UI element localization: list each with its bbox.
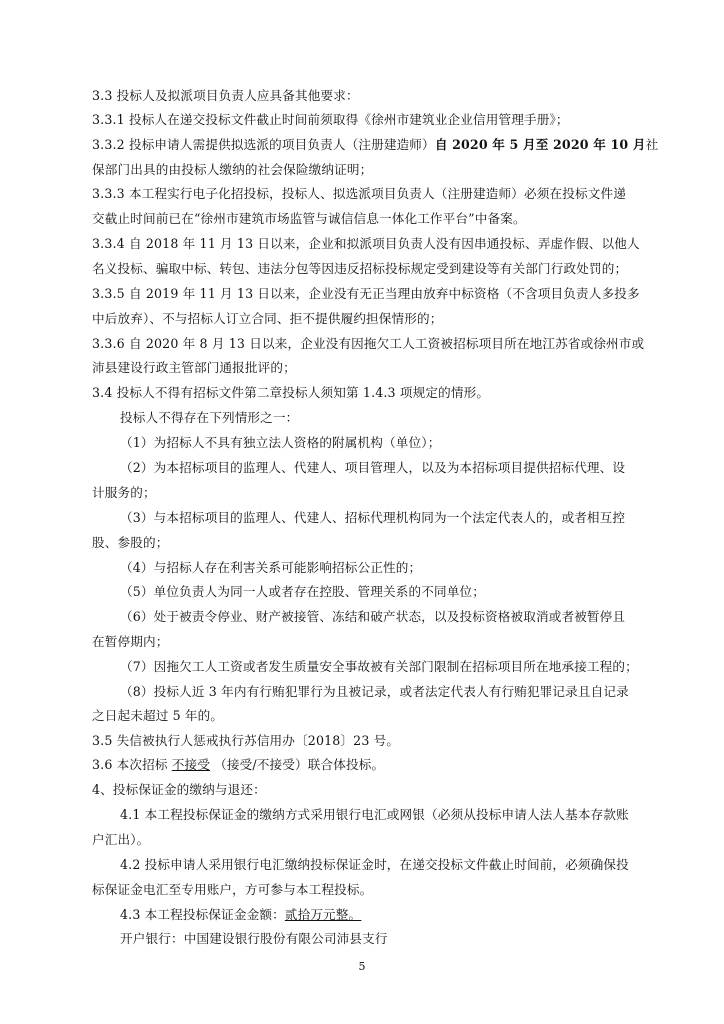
exclusion-2-line2: 计服务的； <box>92 485 156 500</box>
exclusion-8-line1: （8）投标人近 3 年内有行贿犯罪行为且被记录，或者法定代表人有行贿犯罪记录且自记录 <box>120 684 629 699</box>
clause-4-2-line1: 4.2 投标申请人采用银行电汇缴纳投标保证金时，在递交投标文件截止时间前，必须确保投 <box>120 857 629 872</box>
exclusion-3-line2: 股、参股的； <box>92 535 169 550</box>
exclusion-8-line2: 之日起未超过 5 年的。 <box>92 708 224 723</box>
clause-3-3-3-line1: 3.3.3 本工程实行电子化招投标，投标人、拟选派项目负责人（注册建造师）必须在投标文件递 <box>92 186 626 201</box>
joint-bid-choice: 不接受 <box>171 757 210 772</box>
exclusion-4: （4）与招标人存在利害关系可能影响招标公正性的； <box>120 560 422 575</box>
exclusion-2-line1: （2）为本招标项目的监理人、代建人、项目管理人，以及为本招标项目提供招标代理、设 <box>120 460 626 475</box>
clause-3-6 <box>92 758 632 772</box>
clause-3-3-6-line1: 3.3.6 自 2020 年 8 月 13 日以来，企业没有因拖欠工人工资被招标项目所在地江苏省或徐州市或 <box>92 336 645 351</box>
clause-3-3-2-line2: 保部门出具的由投标人缴纳的社会保险缴纳证明； <box>92 162 373 177</box>
clause-3-3-2-tail: 社 <box>645 137 659 152</box>
clause-3-3-6-line2: 沛县建设行政主管部门通报批评的； <box>92 360 296 375</box>
clause-4-3-text: 4.3 本工程投标保证金金额： <box>120 907 285 922</box>
exclusion-1: （1）为招标人不具有独立法人资格的附属机构（单位）； <box>120 435 441 450</box>
exclusion-intro: 投标人不得存在下列情形之一： <box>120 410 299 425</box>
clause-4-1-line2: 户汇出）。 <box>92 832 150 847</box>
clause-3-3-4-line2: 名义投标、骗取中标、转包、违法分包等因违反招标投标规定受到建设等有关部门行政处罚的； <box>92 261 628 276</box>
bid-bond-amount: 贰拾万元整。 <box>284 907 362 922</box>
clause-3-3-5-line1: 3.3.5 自 2019 年 11 月 13 日以来，企业没有无正当理由放弃中标资格（不含项目负责人多投多 <box>92 286 640 301</box>
clause-3-6-text: 3.6 本次招标 <box>92 757 172 772</box>
exclusion-6-line2: 在暂停期内； <box>92 634 169 649</box>
opening-bank: 开户银行：中国建设银行股份有限公司沛县支行 <box>120 931 388 946</box>
clause-3-3-2-text: 3.3.2 投标申请人需提供拟选派的项目负责人（注册建造师） <box>92 137 435 152</box>
clause-3-3-4-line1: 3.3.4 自 2018 年 11 月 13 日以来，企业和拟派项目负责人没有因串通投标、弄虚作假、以他人 <box>92 236 640 251</box>
clause-3-3-2-period: 自 2020 年 5 月至 2020 年 10 月 <box>434 137 646 152</box>
clause-4-2-line2: 标保证金电汇至专用账户，方可参与本工程投标。 <box>92 882 373 897</box>
clause-3-3-5-line2: 中后放弃）、不与招标人订立合同、拒不提供履约担保情形的； <box>92 311 443 326</box>
clause-4-3 <box>120 908 632 922</box>
section-4-heading: 4、投标保证金的缴纳与退还： <box>92 782 266 797</box>
clause-3-5: 3.5 失信被执行人惩戒执行苏信用办〔2018〕23 号。 <box>92 733 400 748</box>
clause-3-3-3-line2: 交截止时间前已在“徐州市建筑市场监管与诚信信息一体化工作平台”中备案。 <box>92 211 526 226</box>
section-3-3-heading: 3.3 投标人及拟派项目负责人应具备其他要求： <box>92 88 359 103</box>
exclusion-7: （7）因拖欠工人工资或者发生质量安全事故被有关部门限制在招标项目所在地承接工程的； <box>120 659 638 674</box>
exclusion-6-line1: （6）处于被责令停业、财产被接管、冻结和破产状态，以及投标资格被取消或者被暂停且 <box>120 609 626 624</box>
exclusion-5: （5）单位负责人为同一人或者存在控股、管理关系的不同单位； <box>120 584 485 599</box>
clause-3-6-tail: （接受/不接受）联合体投标。 <box>210 757 385 772</box>
page-number: 5 <box>358 960 366 973</box>
exclusion-3-line1: （3）与本招标项目的监理人、代建人、招标代理机构同为一个法定代表人的，或者相互控 <box>120 510 626 525</box>
clause-3-3-2-line1 <box>92 137 659 152</box>
clause-4-1-line1: 4.1 本工程投标保证金的缴纳方式采用银行电汇或网银（必须从投标申请人法人基本存款账 <box>120 807 629 822</box>
clause-3-4: 3.4 投标人不得有招标文件第二章投标人须知第 1.4.3 项规定的情形。 <box>92 385 490 400</box>
clause-3-3-1: 3.3.1 投标人在递交投标文件截止时间前须取得《徐州市建筑业企业信用管理手册》； <box>92 112 569 127</box>
